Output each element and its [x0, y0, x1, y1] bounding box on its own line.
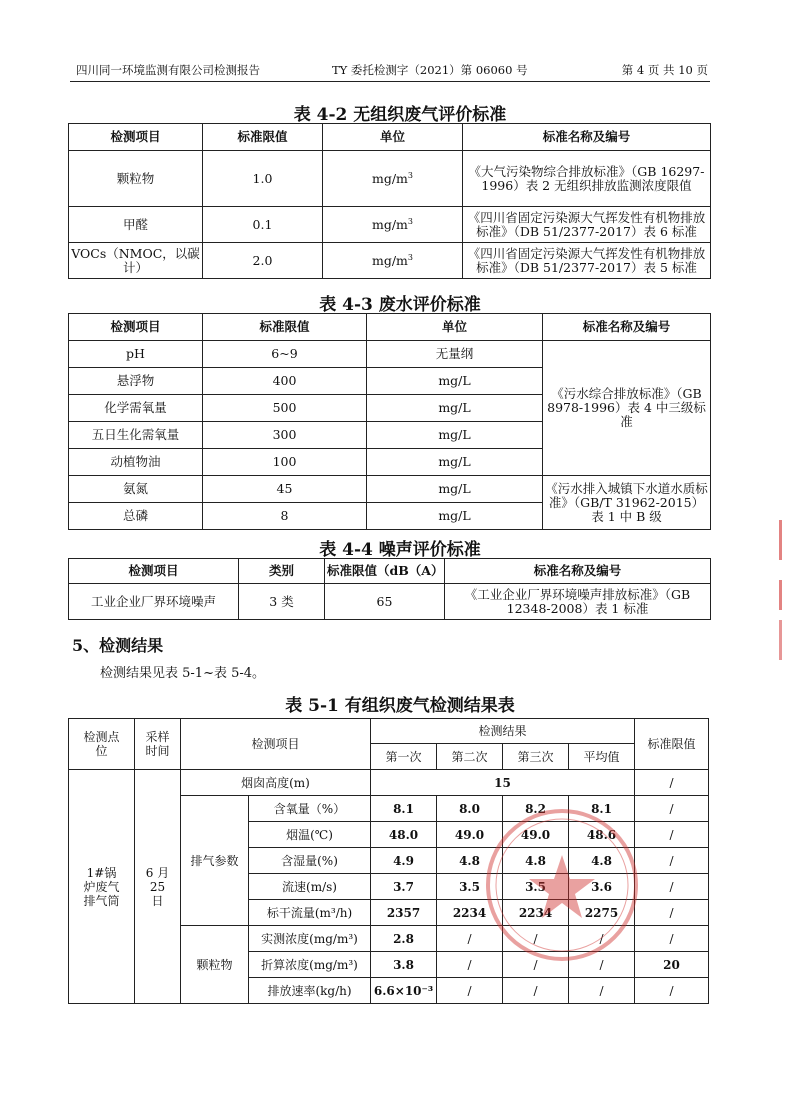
limit-cell: 65 [325, 584, 445, 620]
header-rule [70, 81, 710, 82]
value-cell: / [437, 978, 503, 1004]
value-cell: / [503, 952, 569, 978]
table-4-2 [68, 123, 711, 279]
col-header: 单位 [323, 124, 463, 151]
value-cell: 2234 [503, 900, 569, 926]
unit-cell: $mg/m^3$ [323, 207, 463, 243]
value-cell: 6.6×10⁻³ [371, 978, 437, 1004]
value-cell: 48.6 [569, 822, 635, 848]
col-header: 类别 [239, 559, 325, 584]
value-cell: / [569, 978, 635, 1004]
param-label: 折算浓度(mg/m³) [249, 952, 371, 978]
limit-cell: 8 [203, 503, 367, 530]
col-header-time: 采样时间 [135, 719, 181, 770]
unit-cell: $mg/m^3$ [323, 151, 463, 207]
item-cell: 颗粒物 [69, 151, 203, 207]
col-header-third: 第三次 [503, 744, 569, 770]
limit-cell: / [635, 978, 709, 1004]
value-cell: 4.8 [503, 848, 569, 874]
standard-cell: 《四川省固定污染源大气挥发性有机物排放标准》（DB 51/2377-2017）表 5 标准 [463, 243, 711, 279]
value-cell: / [437, 952, 503, 978]
standard-cell: 《四川省固定污染源大气挥发性有机物排放标准》（DB 51/2377-2017）表 6 标准 [463, 207, 711, 243]
company-name: 四川同一环境监测有限公司检测报告 [76, 63, 260, 77]
value-cell: / [503, 978, 569, 1004]
param-label: 标干流量(m³/h) [249, 900, 371, 926]
standard-cell: 《污水排入城镇下水道水质标准》（GB/T 31962-2015）表 1 中 B 级 [543, 476, 711, 530]
col-header-avg: 平均值 [569, 744, 635, 770]
seam-stamp-fragment [779, 520, 800, 560]
limit-cell: 45 [203, 476, 367, 503]
table-4-3-title: 表 4-3 废水评价标准 [319, 295, 481, 315]
item-cell: pH [69, 341, 203, 368]
stack-height-value: 15 [371, 770, 635, 796]
col-header-first: 第一次 [371, 744, 437, 770]
value-cell: 2234 [437, 900, 503, 926]
value-cell: / [437, 926, 503, 952]
table-4-4 [68, 558, 711, 620]
item-cell: 五日生化需氧量 [69, 422, 203, 449]
col-header-item: 检测项目 [181, 719, 371, 770]
limit-cell: / [635, 822, 709, 848]
value-cell: 2.8 [371, 926, 437, 952]
col-header-second: 第二次 [437, 744, 503, 770]
value-cell: / [569, 952, 635, 978]
value-cell: 4.8 [437, 848, 503, 874]
value-cell: 2357 [371, 900, 437, 926]
col-header-results: 检测结果 [371, 719, 635, 744]
section-text: 检测结果见表 5-1~表 5-4。 [100, 666, 266, 681]
item-cell: VOCs（NMOC，以碳计） [69, 243, 203, 279]
inspection-seal-stamp [482, 805, 642, 965]
standard-cell: 《大气污染物综合排放标准》（GB 16297-1996）表 2 无组织排放监测浓度限值 [463, 151, 711, 207]
table-5-1-title: 表 5-1 有组织废气检测结果表 [285, 696, 515, 716]
item-cell: 甲醛 [69, 207, 203, 243]
unit-cell: $mg/m^3$ [323, 243, 463, 279]
col-header: 单位 [367, 314, 543, 341]
col-header: 标准限值 [203, 124, 323, 151]
item-cell: 动植物油 [69, 449, 203, 476]
limit-cell: 500 [203, 395, 367, 422]
param-label: 含湿量(%) [249, 848, 371, 874]
limit-cell: / [635, 848, 709, 874]
unit-cell: 无量纲 [367, 341, 543, 368]
unit-cell: mg/L [367, 395, 543, 422]
limit-cell: 100 [203, 449, 367, 476]
col-header: 标准名称及编号 [543, 314, 711, 341]
value-cell: 48.0 [371, 822, 437, 848]
section-heading: 5、检测结果 [72, 636, 164, 655]
limit-cell: / [635, 770, 709, 796]
particle-group-label: 颗粒物 [181, 926, 249, 1004]
seam-stamp-fragment [779, 620, 800, 660]
table-4-2-title: 表 4-2 无组织废气评价标准 [293, 105, 507, 125]
value-cell: 49.0 [503, 822, 569, 848]
item-cell: 工业企业厂界环境噪声 [69, 584, 239, 620]
value-cell: 49.0 [437, 822, 503, 848]
item-cell: 化学需氧量 [69, 395, 203, 422]
point-cell: 1#锅炉废气排气筒 [69, 770, 135, 1004]
value-cell: 8.0 [437, 796, 503, 822]
page-info: 第 4 页 共 10 页 [621, 63, 708, 77]
param-label: 实测浓度(mg/m³) [249, 926, 371, 952]
param-label: 烟温(℃) [249, 822, 371, 848]
limit-cell: / [635, 926, 709, 952]
value-cell: 4.9 [371, 848, 437, 874]
item-cell: 总磷 [69, 503, 203, 530]
limit-cell: 300 [203, 422, 367, 449]
value-cell: 2275 [569, 900, 635, 926]
standard-cell: 《工业企业厂界环境噪声排放标准》（GB 12348-2008）表 1 标准 [445, 584, 711, 620]
value-cell: 3.5 [437, 874, 503, 900]
param-label: 排放速率(kg/h) [249, 978, 371, 1004]
col-header-limit: 标准限值 [635, 719, 709, 770]
item-cell: 悬浮物 [69, 368, 203, 395]
limit-cell: / [635, 796, 709, 822]
stack-height-label: 烟囱高度(m) [181, 770, 371, 796]
category-cell: 3 类 [239, 584, 325, 620]
col-header: 标准名称及编号 [463, 124, 711, 151]
col-header: 检测项目 [69, 559, 239, 584]
unit-cell: mg/L [367, 476, 543, 503]
value-cell: 8.1 [569, 796, 635, 822]
value-cell: 8.2 [503, 796, 569, 822]
page-header [70, 58, 710, 82]
limit-cell: / [635, 874, 709, 900]
col-header: 标准限值（dB（A） [325, 559, 445, 584]
param-label: 流速(m/s) [249, 874, 371, 900]
value-cell: / [569, 926, 635, 952]
value-cell: 4.8 [569, 848, 635, 874]
limit-cell: 6~9 [203, 341, 367, 368]
value-cell: 3.5 [503, 874, 569, 900]
value-cell: 8.1 [371, 796, 437, 822]
table-4-4-title: 表 4-4 噪声评价标准 [319, 540, 481, 560]
limit-cell: 0.1 [203, 207, 323, 243]
unit-cell: mg/L [367, 422, 543, 449]
standard-cell: 《污水综合排放标准》（GB 8978-1996）表 4 中三级标准 [543, 341, 711, 476]
value-cell: 3.8 [371, 952, 437, 978]
limit-cell: 2.0 [203, 243, 323, 279]
limit-cell: 1.0 [203, 151, 323, 207]
col-header-point: 检测点位 [69, 719, 135, 770]
limit-cell: 400 [203, 368, 367, 395]
unit-cell: mg/L [367, 503, 543, 530]
seam-stamp-fragment [779, 580, 800, 610]
unit-cell: mg/L [367, 449, 543, 476]
limit-cell: / [635, 900, 709, 926]
item-cell: 氨氮 [69, 476, 203, 503]
value-cell: 3.7 [371, 874, 437, 900]
param-label: 含氧量（%） [249, 796, 371, 822]
col-header: 检测项目 [69, 314, 203, 341]
exhaust-group-label: 排气参数 [181, 796, 249, 926]
limit-cell: 20 [635, 952, 709, 978]
value-cell: / [503, 926, 569, 952]
date-cell: 6 月 25 日 [135, 770, 181, 1004]
col-header: 标准限值 [203, 314, 367, 341]
col-header: 检测项目 [69, 124, 203, 151]
col-header: 标准名称及编号 [445, 559, 711, 584]
report-number: TY 委托检测字（2021）第 06060 号 [332, 63, 528, 77]
value-cell: 3.6 [569, 874, 635, 900]
unit-cell: mg/L [367, 368, 543, 395]
table-4-3 [68, 313, 711, 530]
